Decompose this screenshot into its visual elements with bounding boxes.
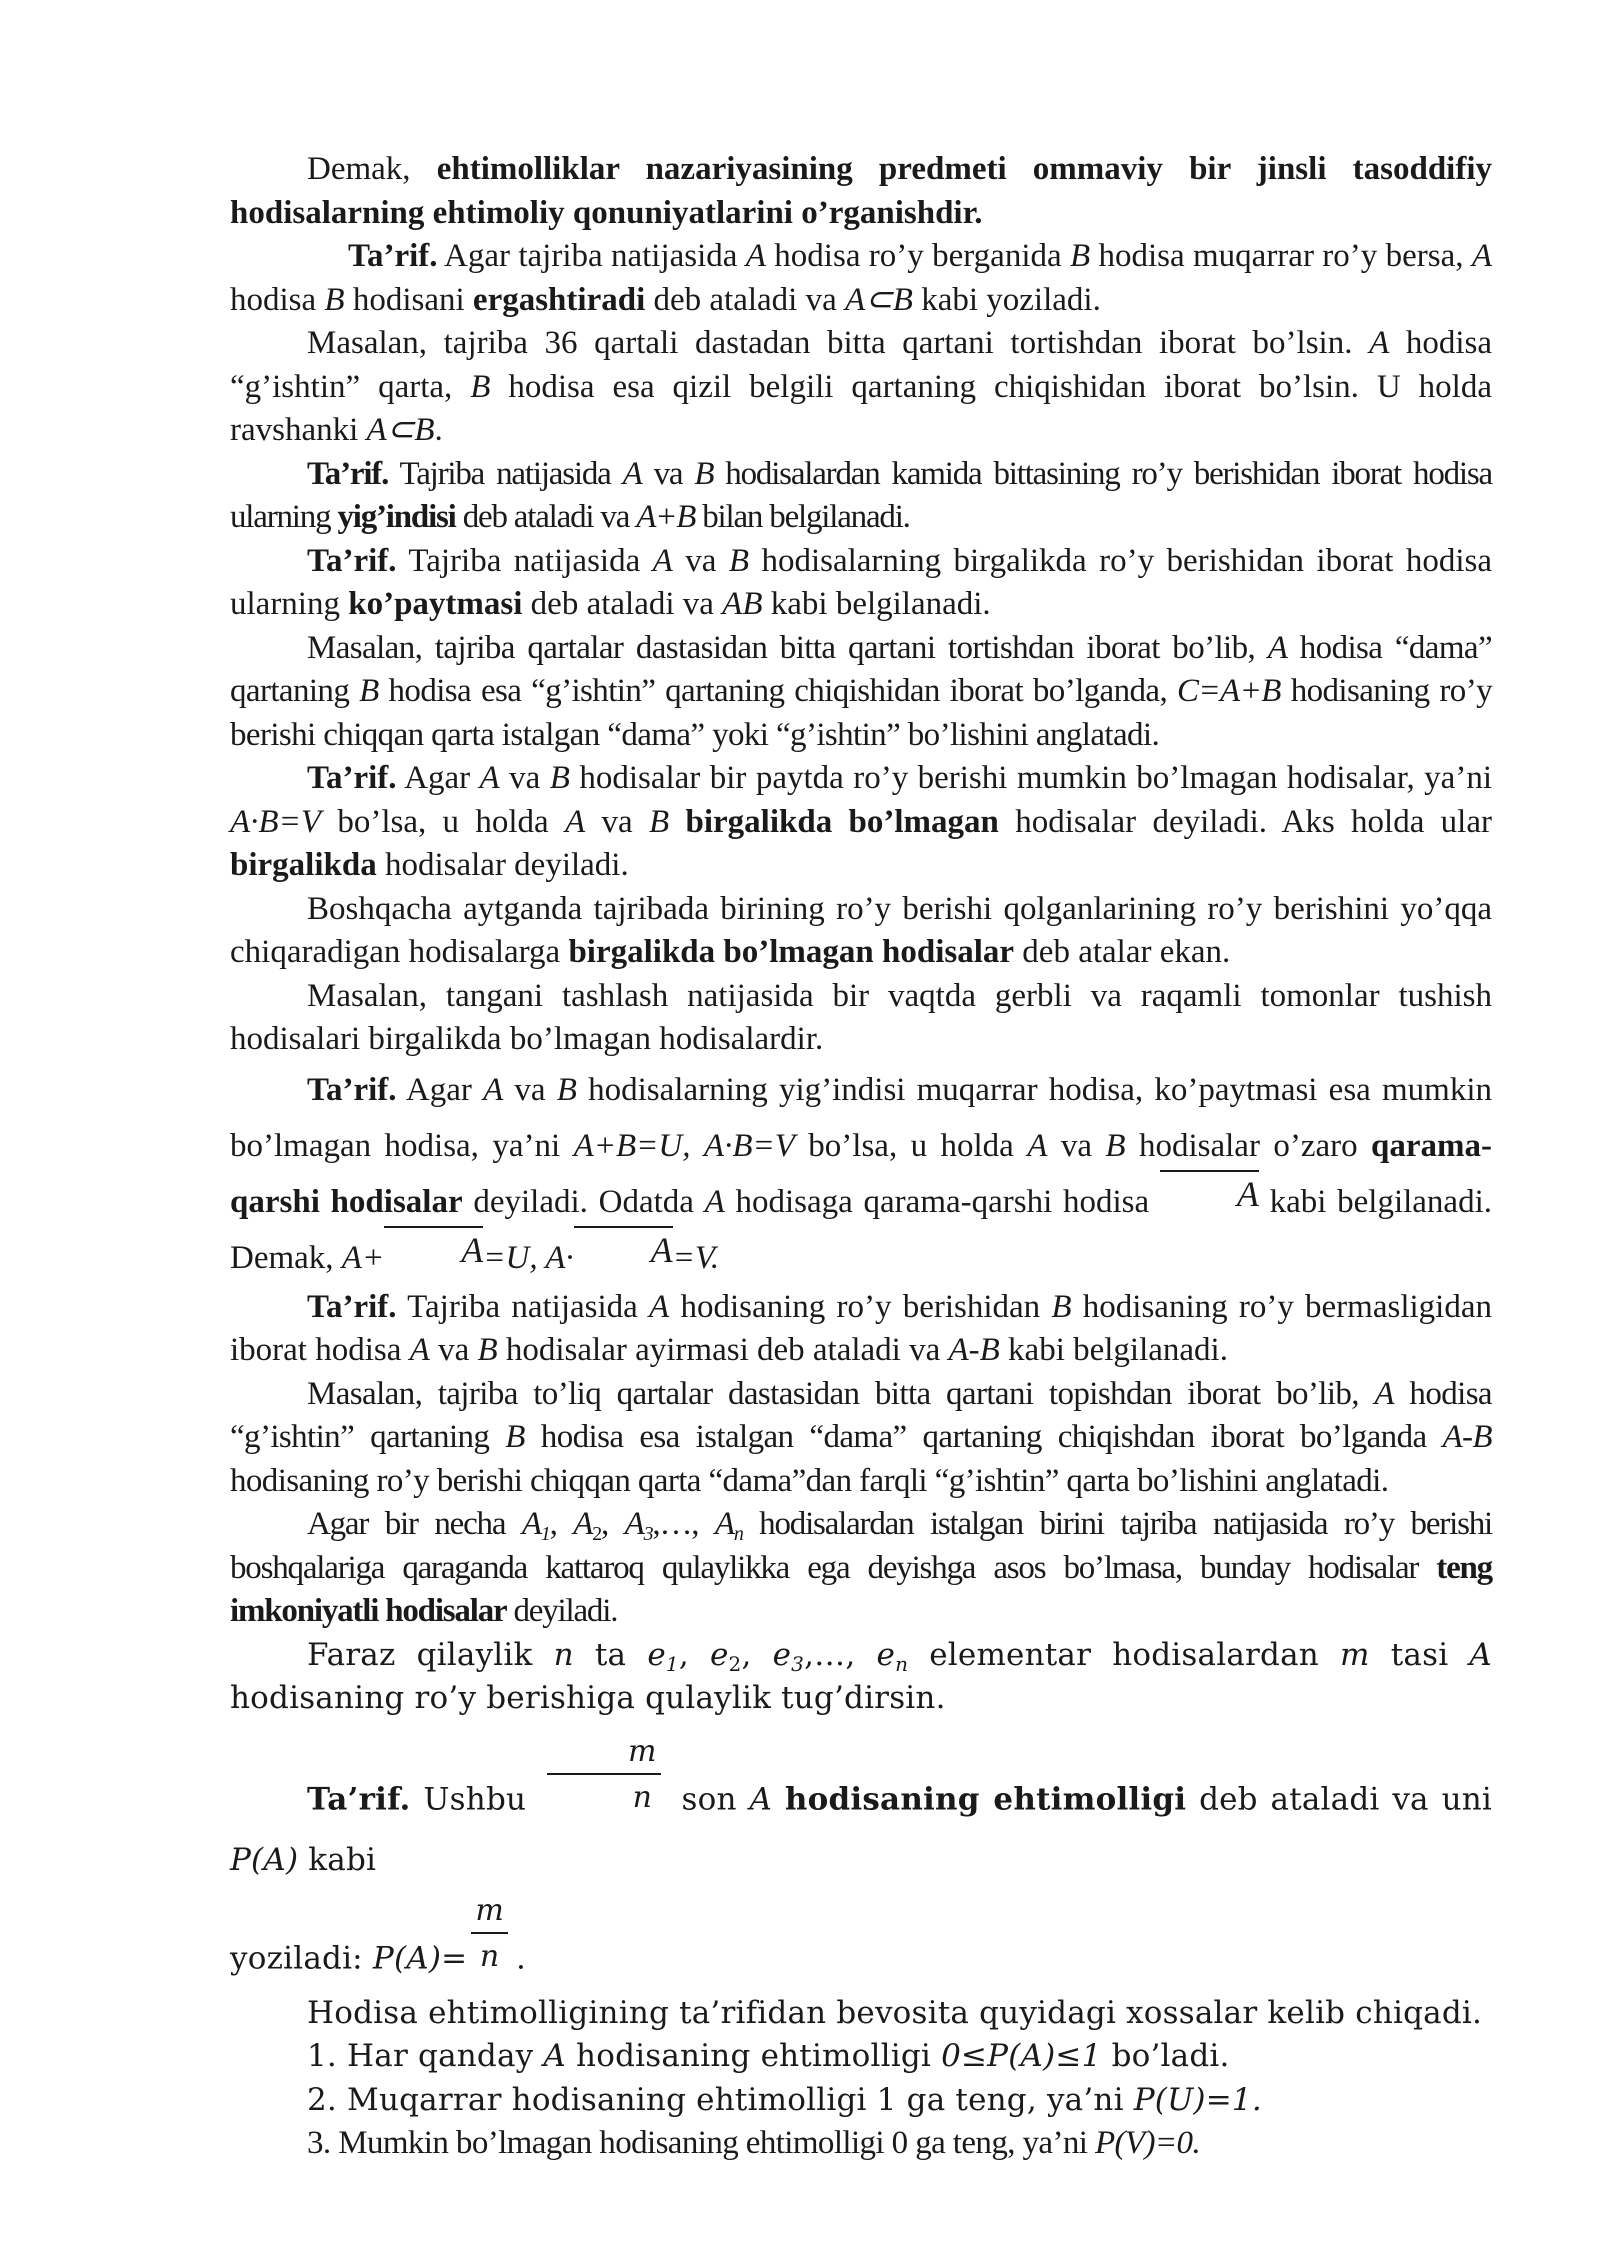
definition-term: hodisaning ehtimolligi xyxy=(784,1781,1187,1817)
text-run: Tajriba natijasida xyxy=(396,542,653,579)
math-symbol: A-B xyxy=(1442,1419,1492,1455)
subscript: 3 xyxy=(643,1523,653,1545)
text-run: hodisaning ro’y berishidan xyxy=(669,1288,1052,1325)
math-symbol: A xyxy=(622,455,642,492)
bold-term: teng imkoniyatli hodisalar xyxy=(230,1549,1492,1629)
definition-text: kabi xyxy=(298,1841,377,1878)
body-text xyxy=(230,148,1492,1721)
bold-term: Ta’rif. xyxy=(307,1071,397,1108)
text-run: bo’ladi. xyxy=(1101,2038,1230,2074)
bold-term: Ta’rif. xyxy=(307,542,397,579)
text-run: hodisa esa istalgan “dama” qartaning chiqishdan iborat bo’lganda xyxy=(524,1419,1443,1455)
complement-symbol: A xyxy=(574,1232,673,1268)
paragraph-p2 xyxy=(230,235,1492,322)
document-page xyxy=(230,148,1492,2166)
bold-term: Ta’rif. xyxy=(307,455,389,492)
math-symbol: A xyxy=(479,760,500,796)
text-run: Agar tajriba natijasida xyxy=(437,238,746,274)
math-symbol: e xyxy=(772,1636,792,1673)
fraction-denominator: n xyxy=(479,1938,500,1974)
text-run: hodisa ro’y berganida xyxy=(765,238,1070,274)
math-symbol: A xyxy=(521,1506,541,1542)
text-run: ,…, xyxy=(652,1506,715,1542)
math-symbol: A xyxy=(745,238,766,274)
math-symbol: m xyxy=(1340,1636,1370,1673)
math-symbol: B xyxy=(470,368,491,405)
text-run xyxy=(669,804,685,840)
text-run: . xyxy=(434,412,443,448)
text-run: va xyxy=(503,1071,557,1108)
subscript: 1 xyxy=(540,1523,550,1545)
paragraph-p12 xyxy=(230,1373,1492,1504)
bold-term: birgalikda xyxy=(230,847,377,883)
text-run: hodisaning ro’y berishi chiqqan qarta istalgan “dama” yoki “g’ishtin” bo’lishini anglatadi. xyxy=(230,673,1492,753)
text-run: hodisa esa qizil belgili qartaning chiqishidan iborat bo’lsin. U holda ravshanki xyxy=(230,368,1492,448)
bold-term: Ta’rif. xyxy=(307,1288,397,1325)
text-run: hodisaning ro’y berishi chiqqan qarta “dama”dan farqli “g’ishtin” qarta bo’lishini anglatadi. xyxy=(230,1462,1389,1499)
subscript: 1 xyxy=(665,1651,679,1676)
math-symbol: A xyxy=(704,1183,725,1220)
text-run: hodisaning ro’y berishiga qulaylik tug’dirsin. xyxy=(230,1680,946,1716)
text-run: hodisani xyxy=(344,281,473,318)
text-run: hodisalar ayirmasi deb ataladi va xyxy=(497,1332,949,1368)
text-run: deb ataladi va xyxy=(645,281,845,318)
text-run: 1. Har qanday xyxy=(307,2038,544,2074)
text-run: hodisaning ehtimolligi xyxy=(566,2038,942,2074)
probability-formula-line xyxy=(230,1892,1492,1998)
definition-label: Ta’rif. xyxy=(307,1781,411,1817)
text-run: hodisalarning yig’indisi muqarrar hodisa, ko’paytmasi esa mumkin bo’lmagan hodisa, ya’ni xyxy=(230,1071,1492,1164)
math-symbol: B xyxy=(728,542,750,579)
math-symbol: P(V)=0. xyxy=(1094,2125,1201,2161)
bold-term: ergashtiradi xyxy=(472,281,646,318)
math-symbol: B xyxy=(1069,238,1091,274)
bold-term: Ta’rif. xyxy=(307,760,397,796)
definition-text: son xyxy=(668,1781,750,1817)
text-run: hodisalardan kamida bittasining ro’y berishidan iborat hodisa ularning xyxy=(230,455,1492,535)
math-symbol: B xyxy=(694,455,714,492)
text-run: Masalan, tajriba qartalar dastasidan bitta qartani tortishdan iborat bo’lib, xyxy=(307,629,1268,666)
text-run: hodisalar deyiladi. xyxy=(376,847,629,883)
text-run: Agar xyxy=(396,1071,484,1108)
math-symbol: B xyxy=(1051,1288,1072,1325)
bold-term: qarama-qarshi hodisalar xyxy=(230,1127,1492,1220)
paragraph-p13 xyxy=(230,1503,1492,1634)
probability-notation: P(A) xyxy=(230,1841,299,1878)
math-symbol: e xyxy=(647,1636,666,1673)
text-run: hodisalardan istalgan birini tajriba natijasida ro’y berishi boshqalariga qaraganda kattaroq qulaylikka ega deyishga asos bo’lmasa, bunday hodisalar xyxy=(230,1506,1492,1586)
paragraph-p5 xyxy=(230,540,1492,627)
text-run: va xyxy=(672,542,729,579)
text-run: Masalan, tajriba 36 qartali dastadan bitta qartani tortishdan iborat bo’lsin. xyxy=(307,325,1370,361)
math-symbol: A xyxy=(483,1071,504,1108)
math-symbol: n xyxy=(553,1636,574,1673)
math-symbol: A xyxy=(565,803,586,840)
text-run: kabi belgilanadi. xyxy=(762,586,991,622)
paragraph-p8 xyxy=(230,888,1492,975)
subscript: n xyxy=(733,1523,743,1545)
math-symbol: A+B xyxy=(636,499,696,535)
math-symbol: A xyxy=(409,1332,430,1368)
bold-term: Ta’rif. xyxy=(348,238,438,274)
paragraph-p7 xyxy=(230,757,1492,888)
paragraph-p6 xyxy=(230,627,1492,758)
text-run: Faraz qilaylik xyxy=(307,1636,554,1673)
math-symbol: B xyxy=(549,760,570,796)
text-run: bo’lsa, u holda xyxy=(794,1127,1028,1164)
property-item xyxy=(230,2035,1492,2079)
event-symbol: A xyxy=(749,1781,773,1817)
text-run: va xyxy=(1047,1127,1106,1164)
properties-intro: Hodisa ehtimolligining ta’rifidan bevosita quyidagi xossalar kelib chiqadi. xyxy=(307,1994,1483,2031)
paragraph-p10 xyxy=(230,1062,1492,1286)
text-run: Boshqacha aytganda tajribada birining ro’y berishi qolganlarining ro’y berishini yo’qqa chiqaradigan hodisalarga xyxy=(230,890,1492,970)
text-run: hodisa “dama” qartaning xyxy=(230,629,1492,709)
text-run: bilan belgilanadi. xyxy=(695,499,910,535)
bold-term: birgalikda bo’lmagan hodisalar xyxy=(568,934,1015,970)
text-run: Masalan, tangani tashlash natijasida bir vaqtda gerbli va raqamli tomonlar tushish hodisalari birgalikda bo’lmagan hodisalardir. xyxy=(230,977,1492,1057)
fraction-m-over-n xyxy=(471,1892,508,1974)
text-run: Tajriba natijasida xyxy=(396,1288,650,1325)
math-symbol: A·B=V xyxy=(703,1127,795,1164)
math-symbol: A xyxy=(1469,1636,1493,1673)
bold-term: yig’indisi xyxy=(337,499,456,535)
text-run: Agar xyxy=(396,760,480,796)
text-run: 2. Muqarrar hodisaning ehtimolligi 1 ga teng, ya’ni xyxy=(307,2081,1134,2118)
text-run: va xyxy=(499,760,550,796)
paragraph-p11 xyxy=(230,1286,1492,1373)
subscript: 2 xyxy=(728,1651,742,1676)
text-run: hodisalar o’zaro xyxy=(1125,1127,1372,1164)
paragraph-p9 xyxy=(230,975,1492,1062)
math-symbol: A xyxy=(573,1506,593,1542)
formula-end: . xyxy=(515,1940,527,1976)
math-symbol: A+ xyxy=(341,1239,385,1276)
text-run: deb ataladi va xyxy=(522,586,723,622)
formula-lhs: P(A)= xyxy=(372,1940,468,1976)
text-run: ,…, xyxy=(804,1636,877,1673)
spacer xyxy=(230,1721,1492,1749)
text-run: va xyxy=(641,455,695,492)
fraction-numerator: m xyxy=(547,1737,661,1775)
math-symbol: B xyxy=(324,281,345,318)
text-run: hodisalar bir paytda ro’y berishi mumkin bo’lmagan hodisalar, ya’ni xyxy=(569,760,1492,796)
text-run: kabi belgilanadi. xyxy=(999,1332,1228,1368)
text-run: bo’lsa, u holda xyxy=(321,803,566,840)
math-symbol: B xyxy=(556,1071,577,1108)
property-item xyxy=(230,2122,1492,2166)
math-symbol: A xyxy=(1267,629,1288,666)
math-symbol: B xyxy=(648,803,670,840)
math-symbol: A-B xyxy=(948,1332,1000,1368)
text-run: hodisalarning birgalikda ro’y berishidan iborat hodisa ularning xyxy=(230,542,1492,622)
math-symbol: A xyxy=(543,2038,566,2074)
text-run: deyiladi. Odatda xyxy=(462,1183,705,1220)
text-run: , xyxy=(601,1506,625,1542)
text-run: , xyxy=(678,1636,710,1673)
math-symbol: A xyxy=(714,1506,734,1542)
text-run: deb ataladi va xyxy=(455,499,637,535)
fraction-numerator: m xyxy=(471,1896,508,1934)
text-run: va xyxy=(585,803,649,840)
math-symbol: AB xyxy=(722,586,763,622)
math-symbol: C=A+B xyxy=(1176,673,1281,709)
math-symbol: B xyxy=(505,1419,525,1455)
text-run: , xyxy=(741,1636,773,1673)
text-run: hodisaning ro’y bermasligidan iborat hodisa xyxy=(230,1288,1492,1368)
text-run: 3. Mumkin bo’lmagan hodisaning ehtimolligi 0 ga teng, ya’ni xyxy=(307,2125,1095,2161)
math-symbol: e xyxy=(709,1636,729,1673)
paragraph-p4 xyxy=(230,453,1492,540)
text-run: Masalan, tajriba to’liq qartalar dastasidan bitta qartani topishdan iborat bo’lib, xyxy=(307,1375,1375,1412)
text-run: , xyxy=(549,1506,574,1542)
math-symbol: B xyxy=(477,1332,498,1368)
math-symbol: =U, A· xyxy=(483,1239,574,1276)
text-run: Demak, xyxy=(307,151,437,187)
subscript: 3 xyxy=(791,1651,805,1676)
text-run: hodisalar deyiladi. Aks holda ular xyxy=(998,803,1492,840)
text-run: ta xyxy=(573,1636,648,1673)
math-symbol: 0≤P(A)≤1 xyxy=(941,2038,1102,2074)
definition-text: Ushbu xyxy=(410,1781,539,1817)
fraction-m-over-n xyxy=(547,1733,661,1815)
text-run: kabi belgilanadi. Demak, xyxy=(230,1183,1492,1276)
complement-symbol: A xyxy=(384,1232,483,1268)
math-symbol: A⊂B xyxy=(366,412,435,448)
text-run: hodisa xyxy=(230,281,325,318)
text-run: deb atalar ekan. xyxy=(1014,934,1231,970)
probability-definition xyxy=(230,1733,1493,1882)
math-symbol: A+B=U, xyxy=(573,1127,691,1164)
paragraph-p3 xyxy=(230,322,1492,453)
text-run: Tajriba natijasida xyxy=(388,455,623,492)
text-run: hodisaga qarama-qarshi hodisa xyxy=(724,1183,1160,1220)
text-run: hodisa “g’ishtin” qartaning xyxy=(230,1375,1492,1455)
complement-symbol: A xyxy=(1160,1176,1259,1212)
math-symbol: A⊂B xyxy=(845,281,913,318)
math-symbol: A xyxy=(1027,1127,1048,1164)
properties-list xyxy=(230,2035,1492,2166)
formula-prefix: yoziladi: xyxy=(230,1940,373,1976)
text-run: va xyxy=(429,1332,478,1368)
bold-term: ehtimolliklar nazariyasining predmeti ommaviy bir jinsli tasoddifiy hodisalarning ehtimoliy qonuniyatlarini o’rganishdir. xyxy=(230,151,1492,231)
text-run: hodisa muqarrar ro’y bersa, xyxy=(1090,238,1472,274)
text-run: Agar bir necha xyxy=(307,1506,522,1542)
text-run: elementar hodisalardan xyxy=(908,1636,1341,1673)
definition-text: deb ataladi va uni xyxy=(1186,1781,1493,1817)
text-run: hodisa esa “g’ishtin” qartaning chiqishidan iborat bo’lganda, xyxy=(378,673,1177,709)
subscript: 2 xyxy=(592,1523,601,1545)
math-symbol: A xyxy=(652,542,673,579)
math-symbol: A xyxy=(624,1506,644,1542)
math-symbol: =V. xyxy=(672,1239,720,1276)
math-symbol: B xyxy=(1105,1127,1126,1164)
paragraph-p14 xyxy=(230,1634,1492,1721)
math-symbol: A xyxy=(1369,325,1390,361)
paragraph-p1 xyxy=(230,148,1492,235)
text-run: deyiladi. xyxy=(506,1593,618,1629)
text-run xyxy=(691,1128,704,1164)
math-symbol: A·B=V xyxy=(230,803,321,840)
property-item xyxy=(230,2079,1492,2123)
subscript: n xyxy=(895,1651,909,1676)
fraction-denominator: n xyxy=(632,1779,653,1815)
math-symbol: e xyxy=(876,1636,896,1673)
math-symbol: A xyxy=(1374,1375,1394,1412)
text-run: hodisa “g’ishtin” qarta, xyxy=(230,325,1492,405)
math-symbol: P(U)=1. xyxy=(1133,2081,1262,2118)
bold-term: birgalikda bo’lmagan xyxy=(685,803,999,840)
text-run: kabi yoziladi. xyxy=(912,281,1101,318)
math-symbol: A xyxy=(1471,238,1492,274)
math-symbol: B xyxy=(359,673,379,709)
math-symbol: A xyxy=(649,1288,670,1325)
text-run: tasi xyxy=(1369,1636,1470,1673)
bold-term: ko’paytmasi xyxy=(348,586,523,622)
